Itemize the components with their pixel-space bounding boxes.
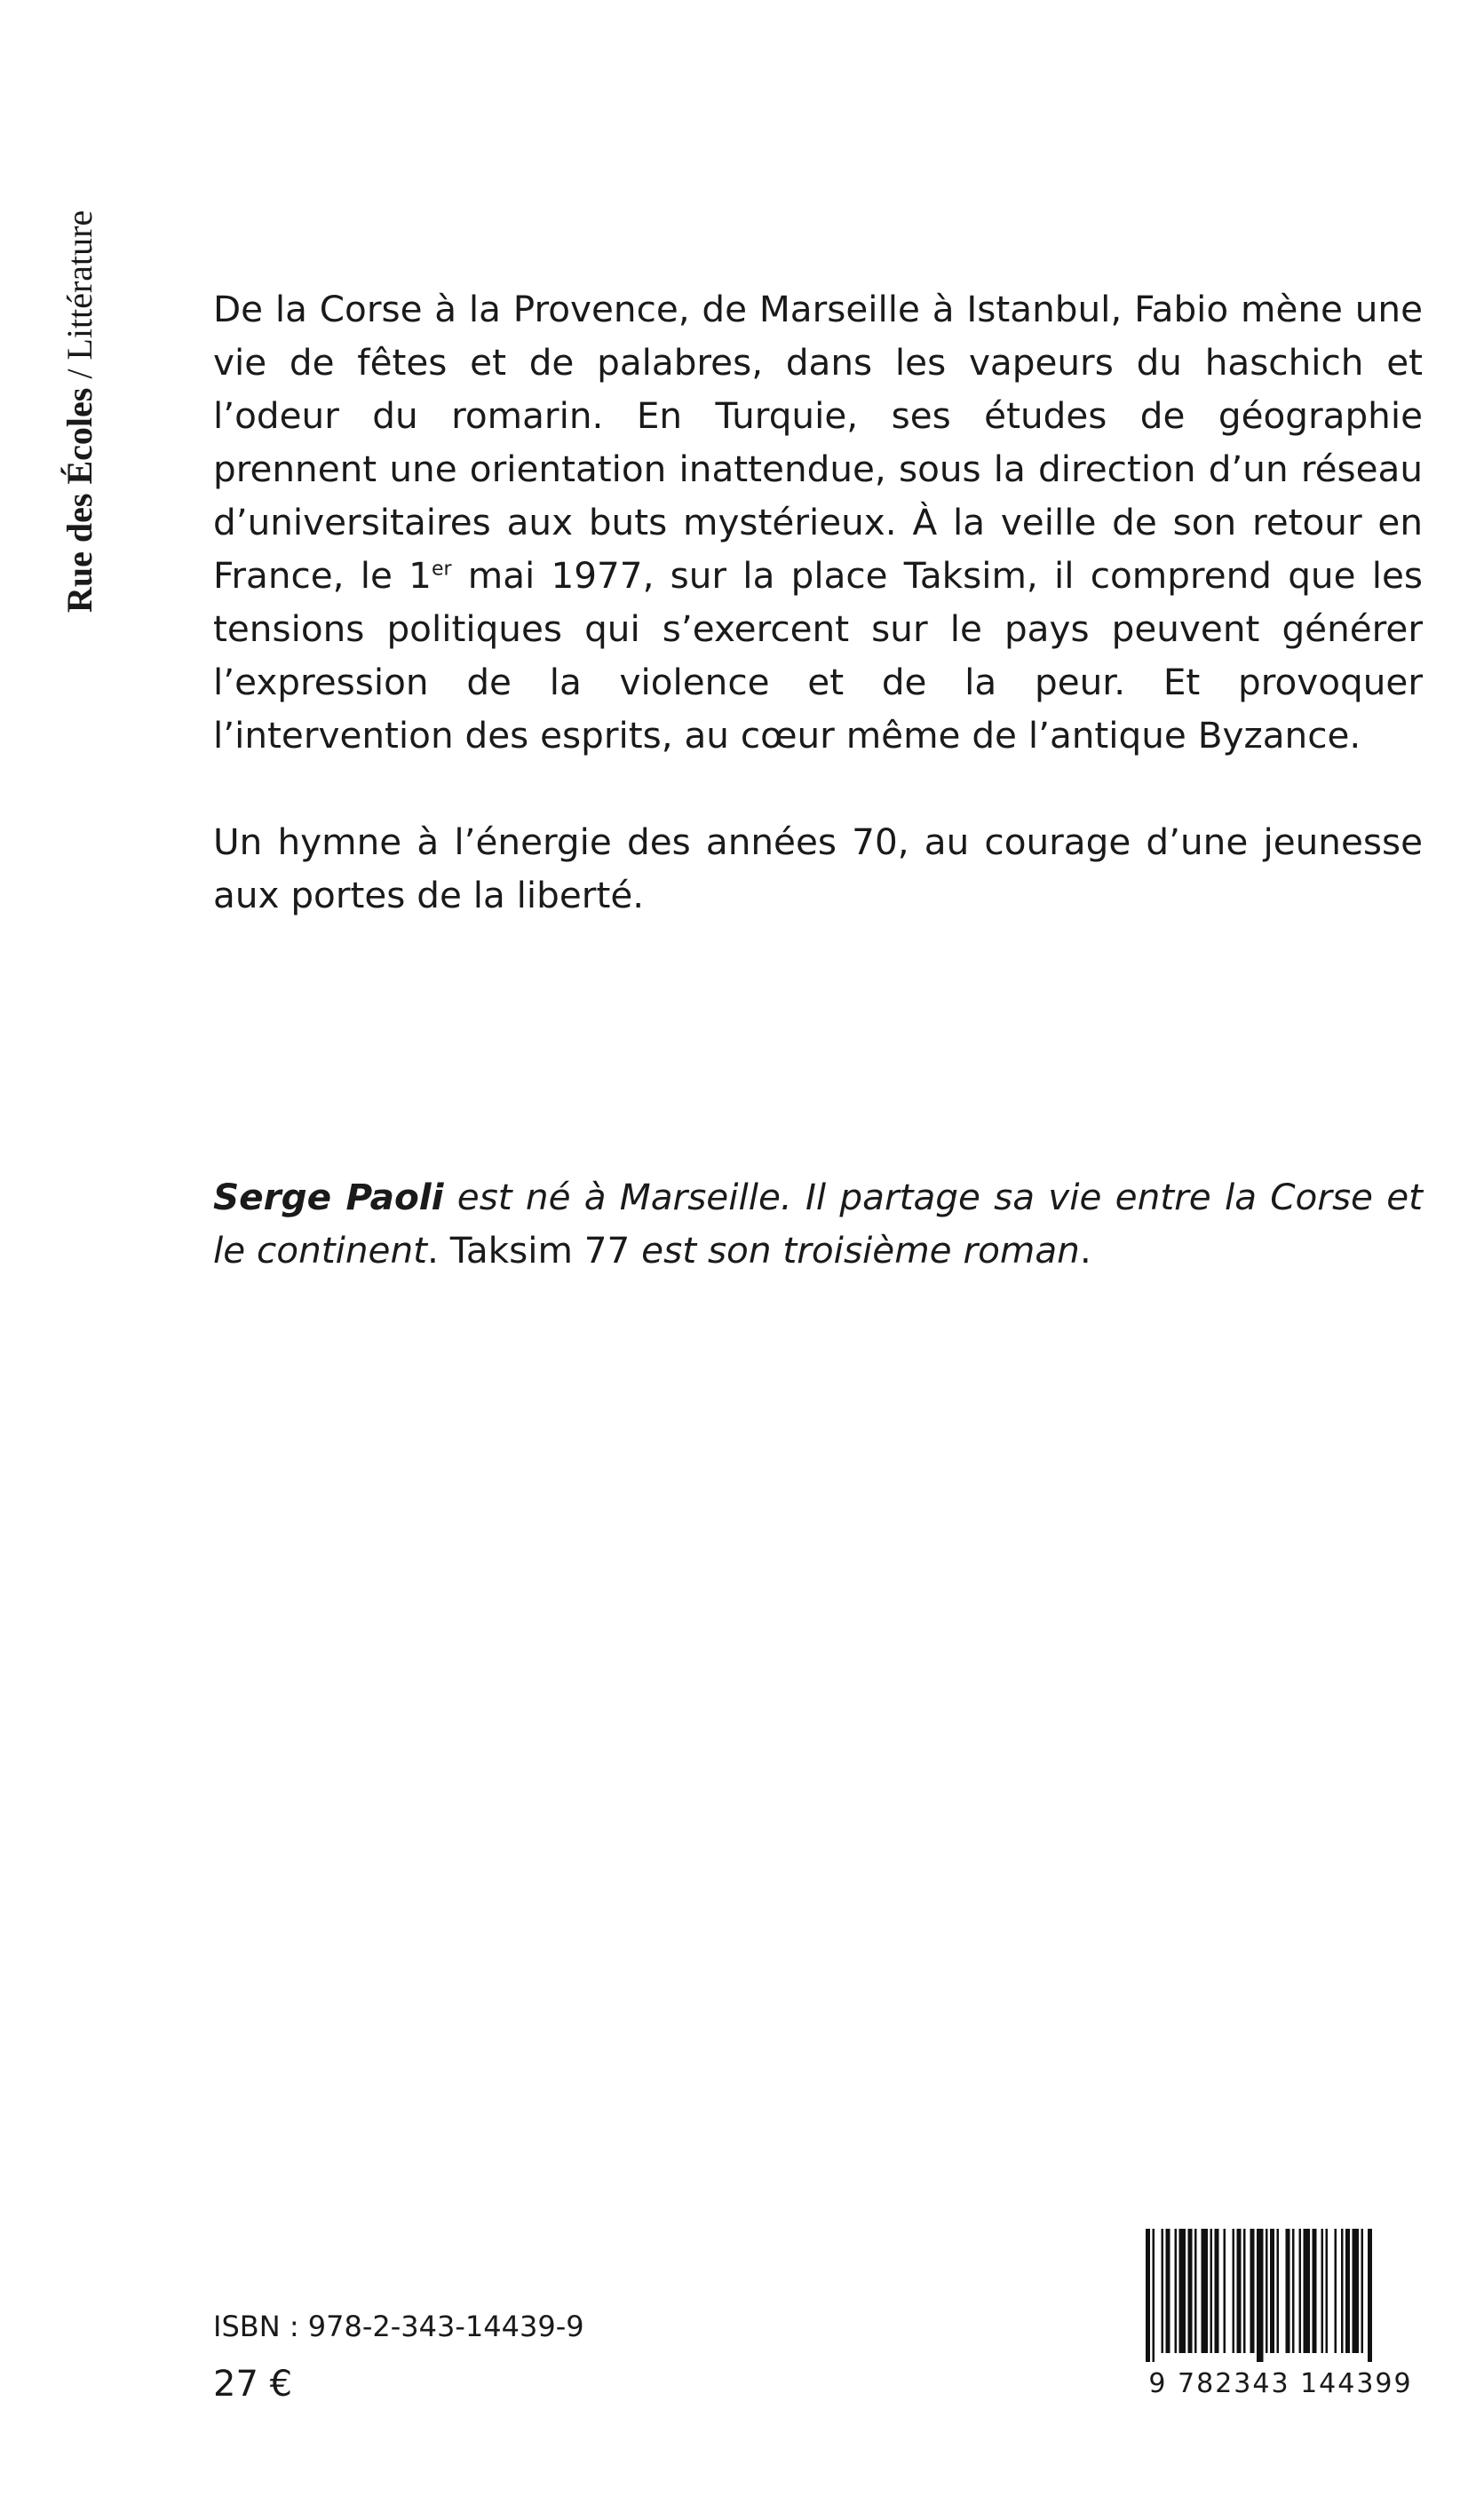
barcode-bars: [1139, 2229, 1423, 2362]
barcode-bar: [1210, 2229, 1213, 2353]
barcode-bar: [1266, 2229, 1268, 2353]
barcode-bar: [1194, 2229, 1197, 2353]
barcode-bar: [1277, 2229, 1280, 2353]
barcode: [1139, 2229, 1423, 2406]
barcode-bar: [1321, 2229, 1324, 2353]
barcode-digits: 9 782343 144399: [1148, 2368, 1413, 2399]
synopsis-paragraph-2: Un hymne à l’énergie des années 70, au courage d’une jeunesse aux portes de la liberté.: [213, 820, 1423, 916]
barcode-bar: [1202, 2229, 1209, 2353]
barcode-bar: [1175, 2229, 1178, 2353]
barcode-bar: [1153, 2229, 1155, 2362]
ordinal-superscript: er: [431, 558, 452, 581]
barcode-bar: [1299, 2229, 1302, 2353]
barcode-bar: [1257, 2229, 1264, 2362]
isbn-label: ISBN : 978-2-343-14439-9: [213, 2310, 584, 2343]
barcode-bar: [1179, 2229, 1186, 2353]
author-bio-period: .: [427, 1229, 450, 1272]
series-category: Littérature: [60, 210, 99, 361]
series-separator: /: [60, 368, 99, 379]
barcode-bar: [1224, 2229, 1226, 2353]
barcode-bar: [1250, 2229, 1255, 2353]
barcode-bar: [1233, 2229, 1235, 2353]
barcode-bar: [1345, 2229, 1350, 2353]
synopsis-paragraph-1: [213, 282, 1423, 762]
barcode-bar: [1166, 2229, 1170, 2353]
barcode-bar: [1162, 2229, 1164, 2353]
barcode-bar: [1286, 2229, 1290, 2353]
barcode-bar: [1243, 2229, 1246, 2353]
barcode-bar: [1304, 2229, 1311, 2353]
series-label: [53, 80, 107, 613]
price-label: 27 €: [213, 2364, 293, 2405]
author-bio-end: .: [1079, 1229, 1091, 1272]
barcode-bar: [1341, 2229, 1344, 2353]
synopsis: [213, 282, 1423, 922]
synopsis-paragraph-1-part-2: mai 1977, sur la place Taksim, il comprend que les tensions politiques qui s’exercent sur le pays peuvent générer l’expression de la violence et de la peur. Et provoquer l’intervention des esprits, au cœur même de l’antique Byzance.: [213, 554, 1424, 757]
barcode-bar: [1270, 2229, 1274, 2353]
series-name: Rue des Écoles: [60, 387, 99, 613]
author-bio: [213, 1170, 1423, 1277]
barcode-bar: [1188, 2229, 1193, 2353]
synopsis-paragraph-1-part-1: De la Corse à la Provence, de Marseille à Istanbul, Fabio mène une vie de fêtes et de palabres, dans les vapeurs du haschich et l’odeur du romarin. En Turquie, ses études de géographie prennent une orientation inattendue, sous la direction d’un réseau d’universitaires aux buts mystérieux. À la veille de son retour en France, le 1: [213, 288, 1423, 597]
author-bio-text-2: est son troisième roman: [630, 1229, 1080, 1272]
book-title: Taksim 77: [449, 1229, 631, 1272]
barcode-bar: [1292, 2229, 1295, 2353]
author-name: Serge Paoli: [213, 1176, 444, 1218]
barcode-bar: [1353, 2229, 1360, 2353]
barcode-bar: [1237, 2229, 1242, 2353]
barcode-bar: [1361, 2229, 1364, 2353]
barcode-bar: [1368, 2229, 1372, 2362]
barcode-bar: [1313, 2229, 1317, 2353]
barcode-bar: [1326, 2229, 1329, 2353]
author-bio-text-1: est né à Marseille. Il partage sa vie entre la Corse et le continent: [213, 1176, 1423, 1272]
barcode-bar: [1146, 2229, 1150, 2362]
barcode-bar: [1215, 2229, 1219, 2353]
barcode-bar: [1335, 2229, 1337, 2353]
